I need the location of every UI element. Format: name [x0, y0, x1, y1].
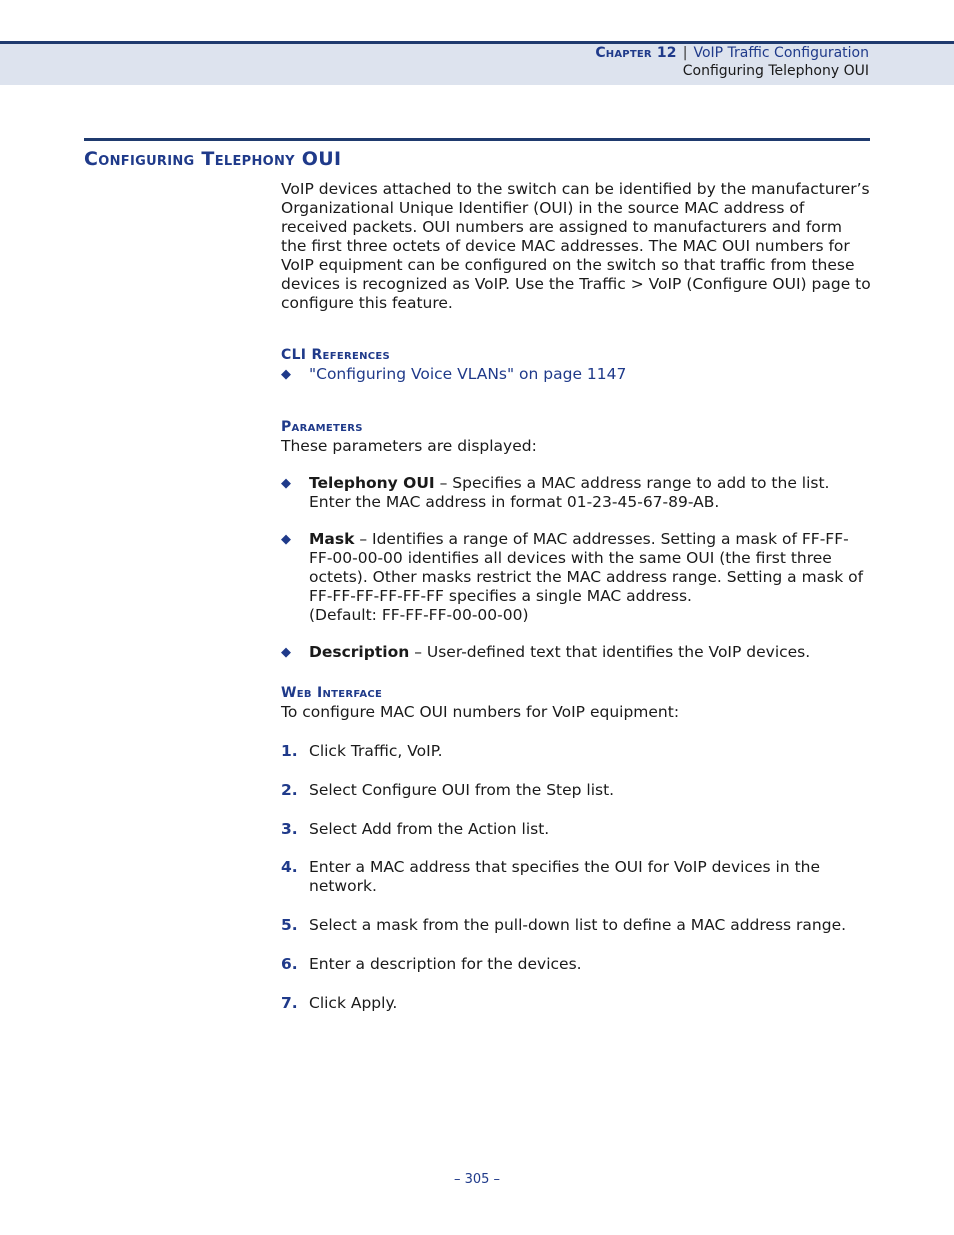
step-item [281, 742, 871, 761]
step-item [281, 781, 871, 800]
page-number: – 305 – [453, 1172, 501, 1187]
parameter-term: Description [309, 643, 410, 661]
web-interface-heading: Web Interface [281, 685, 383, 701]
step-item [281, 955, 871, 974]
step-text: Click Traffic, VoIP. [309, 742, 443, 760]
step-number: 1. [281, 742, 298, 760]
parameter-default: (Default: FF-FF-FF-00-00-00) [309, 606, 529, 624]
section-title-rule [84, 138, 870, 141]
parameter-term: Telephony OUI [309, 474, 435, 492]
diamond-bullet-icon: ◆ [281, 645, 291, 660]
cli-references-heading: CLI References [281, 347, 391, 363]
section-title: Configuring Telephony OUI [84, 148, 342, 170]
diamond-bullet-icon: ◆ [281, 532, 291, 547]
step-text: Select Configure OUI from the Step list. [309, 781, 615, 799]
parameter-description: – Specifies a MAC address range to add to the list. Enter the MAC address in format 01-23-45-67-89-AB. [309, 474, 830, 511]
parameter-description: – Identifies a range of MAC addresses. Setting a mask of FF-FF-FF-00-00-00 identifies all devices with the same OUI (the first three octets). Other masks restrict the MAC address range. Setting a mask of FF-FF-FF-FF-FF-FF specifies a single MAC address. [309, 530, 864, 605]
header-separator: | [682, 45, 688, 61]
running-header-section: Configuring Telephony OUI [682, 63, 869, 79]
step-number: 2. [281, 781, 298, 799]
parameter-term: Mask [309, 530, 355, 548]
step-number: 7. [281, 994, 298, 1012]
parameter-item-telephony-oui [281, 474, 871, 512]
step-text: Enter a MAC address that specifies the OUI for VoIP devices in the network. [309, 858, 821, 895]
step-number: 4. [281, 858, 298, 876]
diamond-bullet-icon: ◆ [281, 476, 291, 491]
running-header-chapter [595, 45, 869, 61]
parameters-heading: Parameters [281, 419, 363, 435]
step-text: Enter a description for the devices. [309, 955, 582, 973]
step-text: Select a mask from the pull-down list to define a MAC address range. [309, 916, 847, 934]
step-text: Click Apply. [309, 994, 398, 1012]
step-number: 6. [281, 955, 298, 973]
step-item [281, 820, 871, 839]
step-number: 5. [281, 916, 298, 934]
step-item [281, 858, 871, 896]
intro-paragraph: VoIP devices attached to the switch can be identified by the manufacturer’s Organizational Unique Identifier (OUI) in the source MAC address of received packets. OUI numbers are assigned to manufacturers and form the first three octets of device MAC addresses. The MAC OUI numbers for VoIP equipment can be configured on the switch so that traffic from these devices is recognized as VoIP. Use the Traffic > VoIP (Configure OUI) page to configure this feature. [281, 180, 871, 312]
main-content [281, 180, 871, 1013]
web-interface-intro: To configure MAC OUI numbers for VoIP equipment: [281, 703, 680, 721]
step-text: Select Add from the Action list. [309, 820, 550, 838]
cli-reference-item [281, 365, 871, 384]
parameter-description: – User-defined text that identifies the VoIP devices. [409, 643, 811, 661]
parameter-item-mask [281, 530, 871, 625]
chapter-title: VoIP Traffic Configuration [693, 45, 869, 61]
chapter-label: Chapter 12 [595, 45, 677, 61]
step-item [281, 994, 871, 1013]
diamond-bullet-icon: ◆ [281, 367, 291, 382]
step-number: 3. [281, 820, 298, 838]
parameters-intro: These parameters are displayed: [281, 437, 537, 455]
parameter-item-description [281, 643, 871, 662]
cli-reference-link[interactable]: "Configuring Voice VLANs" on page 1147 [309, 365, 627, 383]
step-item [281, 916, 871, 935]
